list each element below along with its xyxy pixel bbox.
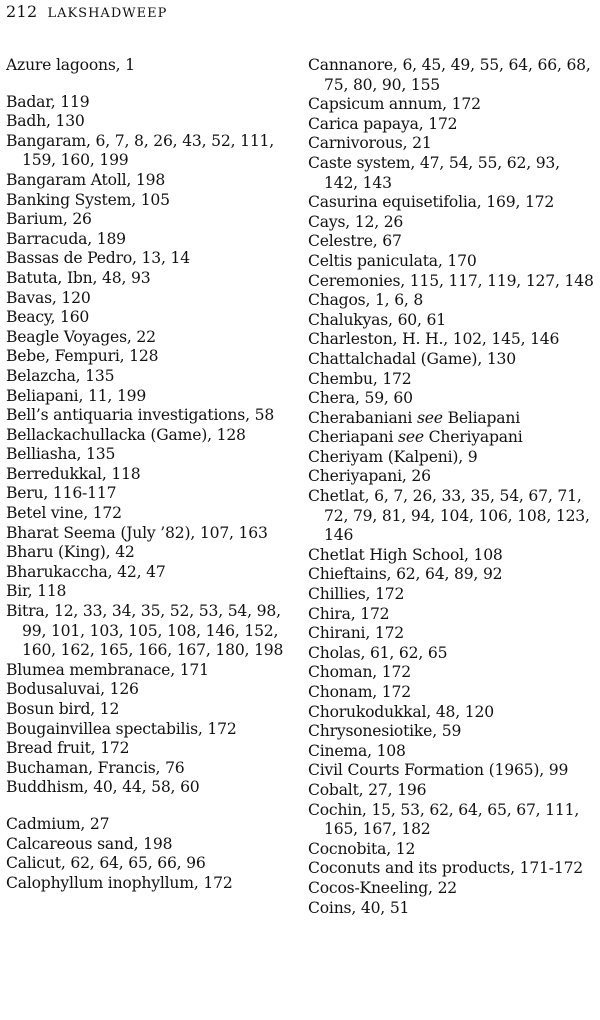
- index-entry: Bir, 118: [6, 582, 67, 601]
- index-entry: Batuta, Ibn, 48, 93: [6, 268, 151, 287]
- index-entry: Cheriyapani, 26: [308, 467, 431, 486]
- index-entry: Bodusaluvai, 126: [6, 680, 139, 699]
- index-entry: Chetlat High School, 108: [308, 545, 503, 564]
- index-entry: Chembu, 172: [308, 369, 412, 388]
- index-entry: Ceremonies, 115, 117, 119, 127, 148: [308, 271, 594, 290]
- index-entry: Cochin, 15, 53, 62, 64, 65, 67, 111, 165, 167, 182: [308, 800, 580, 839]
- see-reference: see: [398, 428, 424, 447]
- index-entry: Calcareous sand, 198: [6, 834, 173, 853]
- index-entry: Cannanore, 6, 45, 49, 55, 64, 66, 68, 75, 80, 90, 155: [308, 56, 591, 94]
- index-entry: Celtis paniculata, 170: [308, 251, 477, 270]
- index-entry: Bharu (King), 42: [6, 543, 135, 562]
- index-entry: Chattalchadal (Game), 130: [308, 349, 516, 368]
- index-entry: [308, 428, 598, 448]
- index-entry: Caste system, 47, 54, 55, 62, 93, 142, 143: [308, 153, 560, 192]
- page-header: [6, 2, 167, 21]
- index-entry: Bread fruit, 172: [6, 739, 130, 758]
- index-entry: Cholas, 61, 62, 65: [308, 643, 448, 662]
- index-entry: Belliasha, 135: [6, 445, 116, 464]
- index-entry: Coconuts and its products, 171-172: [308, 859, 584, 878]
- index-entry: Casurina equisetifolia, 169, 172: [308, 193, 555, 212]
- running-head: LAKSHADWEEP: [47, 6, 168, 21]
- page-number: 212: [6, 2, 38, 21]
- index-entry: Chagos, 1, 6, 8: [308, 291, 424, 310]
- index-entry-term: Cheriapani: [308, 428, 399, 447]
- index-entry: Beliapani, 11, 199: [6, 386, 147, 405]
- index-entry: Bosun bird, 12: [6, 700, 120, 718]
- index-entry: Blumea membranace, 171: [6, 660, 209, 679]
- index-entry: Chira, 172: [308, 604, 390, 623]
- index-entry: Bassas de Pedro, 13, 14: [6, 249, 190, 268]
- index-entry: Chonam, 172: [308, 683, 411, 701]
- index-entry: Badar, 119: [6, 92, 90, 111]
- index-entry: Cocnobita, 12: [308, 839, 416, 858]
- index-entry: Banking System, 105: [6, 190, 170, 209]
- index-entry: [308, 409, 598, 429]
- index-entry: Bitra, 12, 33, 34, 35, 52, 53, 54, 98, 99, 101, 103, 105, 108, 146, 152, 160, 162, 165, 166, 167, 180, 198: [6, 602, 284, 660]
- index-entry: Bebe, Fempuri, 128: [6, 347, 159, 366]
- index-entry: Calicut, 62, 64, 65, 66, 96: [6, 854, 206, 873]
- index-entry: Cheriyam (Kalpeni), 9: [308, 447, 478, 466]
- index-entry: Beacy, 160: [6, 308, 90, 327]
- index-entry: Charleston, H. H., 102, 145, 146: [308, 330, 560, 349]
- index-entry: Civil Courts Formation (1965), 99: [308, 761, 569, 780]
- index-entry: Cinema, 108: [308, 741, 406, 760]
- index-entry: Betel vine, 172: [6, 504, 122, 523]
- index-entry: Chorukodukkal, 48, 120: [308, 702, 494, 721]
- index-entry: Barracuda, 189: [6, 229, 126, 248]
- index-entry: Capsicum annum, 172: [308, 95, 481, 114]
- index-entry: Celestre, 67: [308, 232, 402, 251]
- index-entry: Cays, 12, 26: [308, 212, 404, 231]
- index-entry-target: Beliapani: [442, 408, 521, 427]
- index-entry: Bell’s antiquaria investigations, 58: [6, 406, 275, 425]
- index-entry: Chillies, 172: [308, 585, 405, 604]
- index-entry: Buddhism, 40, 44, 58, 60: [6, 778, 200, 797]
- index-column-right: [308, 56, 598, 918]
- index-entry: Belazcha, 135: [6, 366, 115, 385]
- index-entry: Bellackachullacka (Game), 128: [6, 425, 246, 444]
- index-entry: Bavas, 120: [6, 288, 91, 307]
- index-entry: Bangaram, 6, 7, 8, 26, 43, 52, 111, 159, 160, 199: [6, 131, 275, 170]
- index-entry: Choman, 172: [308, 663, 411, 682]
- index-entry: Chalukyas, 60, 61: [308, 310, 446, 329]
- index-entry-target: Cheriyapani: [423, 428, 523, 447]
- index-entry: Berredukkal, 118: [6, 464, 141, 483]
- index-entry: Bougainvillea spectabilis, 172: [6, 719, 237, 738]
- index-entry: Chrysonesiotike, 59: [308, 722, 462, 741]
- index-entry: Buchaman, Francis, 76: [6, 758, 185, 777]
- index-entry: Beagle Voyages, 22: [6, 327, 156, 346]
- index-entry: Chera, 59, 60: [308, 389, 413, 408]
- index-entry: Chieftains, 62, 64, 89, 92: [308, 565, 503, 584]
- index-entry: Carnivorous, 21: [308, 134, 432, 153]
- index-entry: Barium, 26: [6, 210, 92, 229]
- index-entry: Bharat Seema (July ’82), 107, 163: [6, 523, 268, 542]
- index-entry: Azure lagoons, 1: [6, 56, 135, 74]
- index-entry: Chirani, 172: [308, 624, 405, 643]
- index-entry-term: Cherabaniani: [308, 408, 417, 427]
- index-entry: Bharukaccha, 42, 47: [6, 562, 166, 581]
- index-entry: Carica papaya, 172: [308, 114, 458, 133]
- index-entry: Badh, 130: [6, 112, 85, 131]
- index-entry: Chetlat, 6, 7, 26, 33, 35, 54, 67, 71, 72, 79, 81, 94, 104, 106, 108, 123, 146: [308, 487, 590, 545]
- index-entry: Cadmium, 27: [6, 814, 110, 833]
- index-entry: Cobalt, 27, 196: [308, 780, 427, 799]
- index-entry: Cocos-Kneeling, 22: [308, 878, 458, 897]
- index-entry: Bangaram Atoll, 198: [6, 170, 166, 189]
- index-entry: Calophyllum inophyllum, 172: [6, 873, 233, 892]
- see-reference: see: [416, 408, 443, 427]
- index-column-left: [6, 56, 296, 893]
- index-entry: Coins, 40, 51: [308, 898, 410, 917]
- index-entry: Beru, 116-117: [6, 484, 117, 503]
